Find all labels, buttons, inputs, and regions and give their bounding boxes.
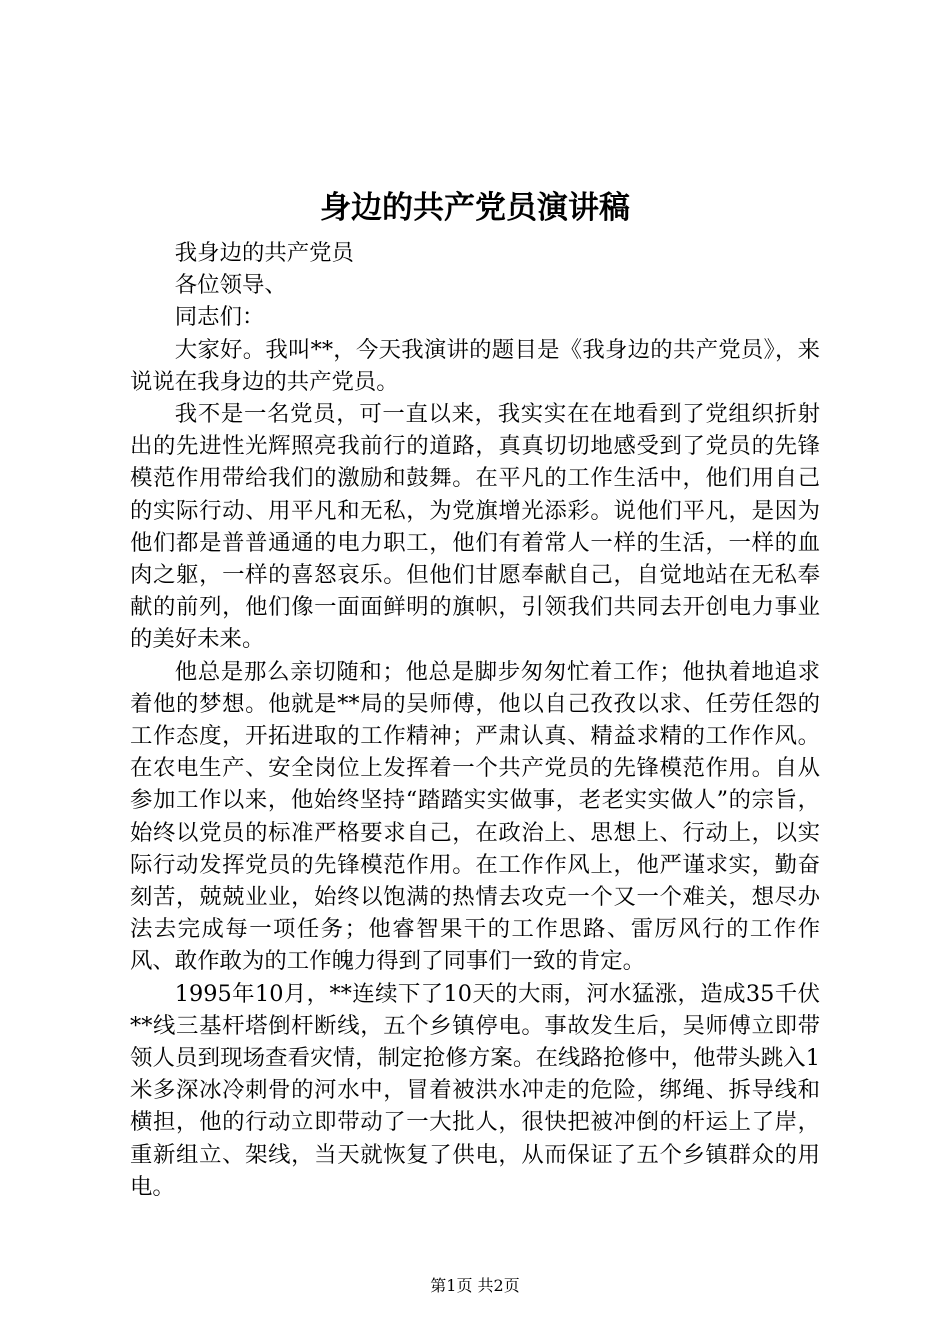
paragraph-body-3: 1995年10月，**连续下了10天的大雨，河水猛涨，造成35千伏**线三基杆塔倒杆断线，五个乡镇停电。事故发生后，吴师傅立即带领人员到现场查看灾情，制定抢修方案。在线路抢修中，他带头跳入1米多深冰冷刺骨的河水中，冒着被洪水冲走的危险，绑绳、拆导线和横担，他的行动立即带动了一大批人，很快把被冲倒的杆运上了岸，重新组立、架线，当天就恢复了供电，从而保证了五个乡镇群众的用电。 <box>130 980 820 1200</box>
paragraph-body-2: 他总是那么亲切随和；他总是脚步匆匆忙着工作；他执着地追求着他的梦想。他就是**局的吴师傅，他以自己孜孜以求、任劳任怨的工作态度，开拓进取的工作精神；严肃认真、精益求精的工作作风。在农电生产、安全岗位上发挥着一个共产党员的先锋模范作用。自从参加工作以来，他始终坚持“踏踏实实做事，老老实实做人”的宗旨，始终以党员的标准严格要求自己，在政治上、思想上、行动上，以实际行动发挥党员的先锋模范作用。在工作作风上，他严谨求实，勤奋刻苦，兢兢业业，始终以饱满的热情去攻克一个又一个难关，想尽办法去完成每一项任务；他睿智果干的工作思路、雷厉风行的工作作风、敢作敢为的工作魄力得到了同事们一致的肯定。 <box>130 658 820 975</box>
paragraph-salutation-comrades: 同志们： <box>174 304 265 331</box>
document-title: 身边的共产党员演讲稿 <box>320 190 630 226</box>
paragraph-salutation-leaders: 各位领导、 <box>174 272 287 299</box>
document-body <box>130 237 820 1203</box>
page-number-footer: 第1页 共2页 <box>430 1276 520 1295</box>
paragraph-subtitle: 我身边的共产党员 <box>174 240 354 266</box>
paragraph-body-1: 我不是一名党员，可一直以来，我实实在在地看到了党组织折射出的先进性光辉照亮我前行的道路，真真切切地感受到了党员的先锋模范作用带给我们的激励和鼓舞。在平凡的工作生活中，他们用自己的实际行动、用平凡和无私，为党旗增光添彩。说他们平凡，是因为他们都是普普通通的电力职工，他们有着常人一样的生活，一样的血肉之躯，一样的喜怒哀乐。但他们甘愿奉献自己，自觉地站在无私奉献的前列，他们像一面面鲜明的旗帜，引领我们共同去开创电力事业的美好未来。 <box>130 401 820 653</box>
paragraph-intro: 大家好。我叫**，今天我演讲的题目是《我身边的共产党员》，来说说在我身边的共产党员。 <box>130 336 820 395</box>
